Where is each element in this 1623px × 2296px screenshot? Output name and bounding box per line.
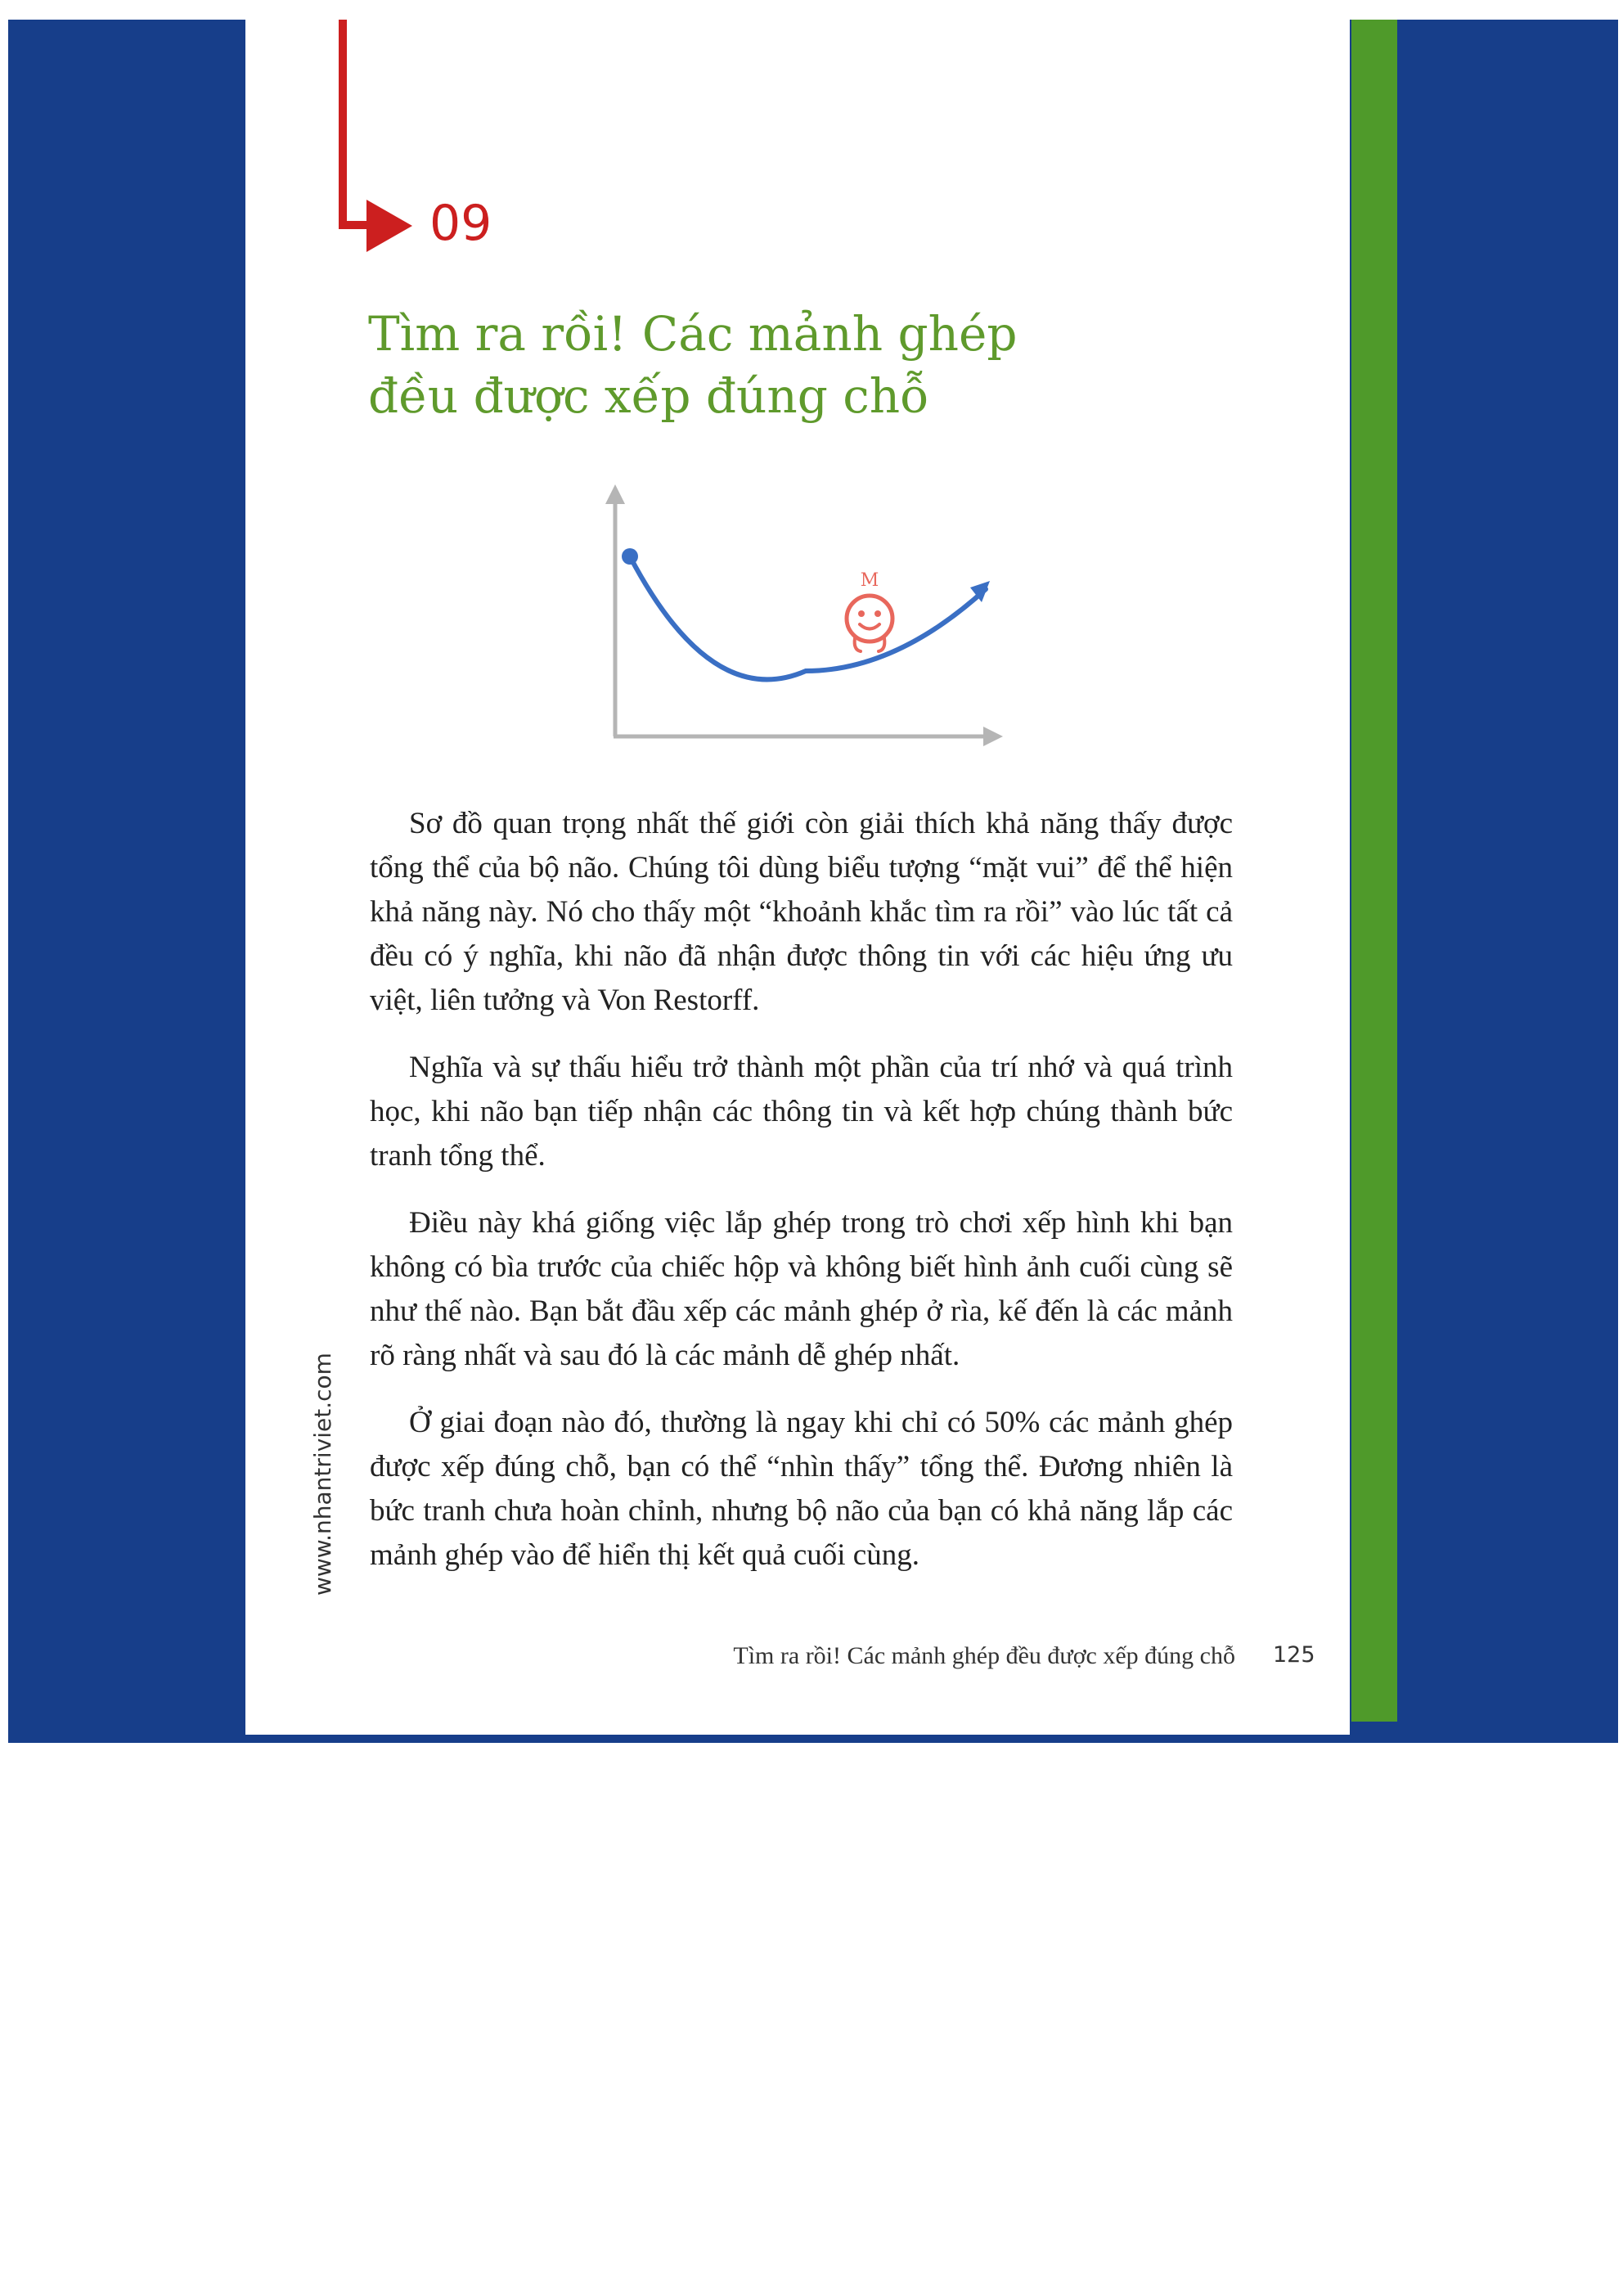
chapter-marker-arrow-icon xyxy=(366,200,412,252)
green-page-edge xyxy=(1351,20,1397,1722)
chapter-title-line-2: đều được xếp đúng chỗ xyxy=(368,368,929,424)
body-text xyxy=(370,802,1233,1600)
paragraph-4: Ở giai đoạn nào đó, thường là ngay khi chỉ có 50% các mảnh ghép được xếp đúng chỗ, bạn có thể “nhìn thấy” tổng thể. Đương nhiên là bức tranh chưa hoàn chỉnh, nhưng bộ não của bạn có khả năng lắp các mảnh ghép vào để hiển thị kết quả cuối cùng. xyxy=(370,1406,1233,1572)
learning-curve xyxy=(630,556,986,679)
chapter-title xyxy=(368,303,1104,427)
page-number: 125 xyxy=(1273,1642,1315,1668)
x-axis-arrowhead-icon xyxy=(983,727,1003,746)
publisher-url: www.nhantriviet.com xyxy=(309,1353,336,1596)
face-label: M xyxy=(860,570,879,591)
chapter-marker-line xyxy=(339,20,347,228)
paragraph-3: Điều này khá giống việc lắp ghép trong trò chơi xếp hình khi bạn không có bìa trước của chiếc hộp và không biết hình ảnh cuối cùng sẽ như thế nào. Bạn bắt đầu xếp các mảnh ghép ở rìa, kế đến là các mảnh rõ ràng nhất và sau đó là các mảnh dễ ghép nhất. xyxy=(370,1206,1233,1372)
happy-face-icon xyxy=(847,570,892,651)
understanding-curve-diagram xyxy=(589,483,1014,761)
chapter-number: 09 xyxy=(429,195,492,252)
chapter-title-line-1: Tìm ra rồi! Các mảnh ghép xyxy=(368,306,1018,362)
paragraph-1: Sơ đồ quan trọng nhất thế giới còn giải thích khả năng thấy được tổng thể của bộ não. Chúng tôi dùng biểu tượng “mặt vui” để thể hiện khả năng này. Nó cho thấy một “khoảnh khắc tìm ra rồi” vào lúc tất cả đều có ý nghĩa, khi não đã nhận được thông tin với các hiệu ứng ưu việt, liên tưởng và Von Restorff. xyxy=(370,807,1233,1017)
curve-start-dot xyxy=(622,548,638,565)
y-axis-arrowhead-icon xyxy=(605,484,625,504)
running-title: Tìm ra rồi! Các mảnh ghép đều được xếp đúng chỗ xyxy=(733,1642,1235,1669)
paragraph-2: Nghĩa và sự thấu hiểu trở thành một phần của trí nhớ và quá trình học, khi não bạn tiếp nhận các thông tin và kết hợp chúng thành bức tranh tổng thể. xyxy=(370,1051,1233,1173)
